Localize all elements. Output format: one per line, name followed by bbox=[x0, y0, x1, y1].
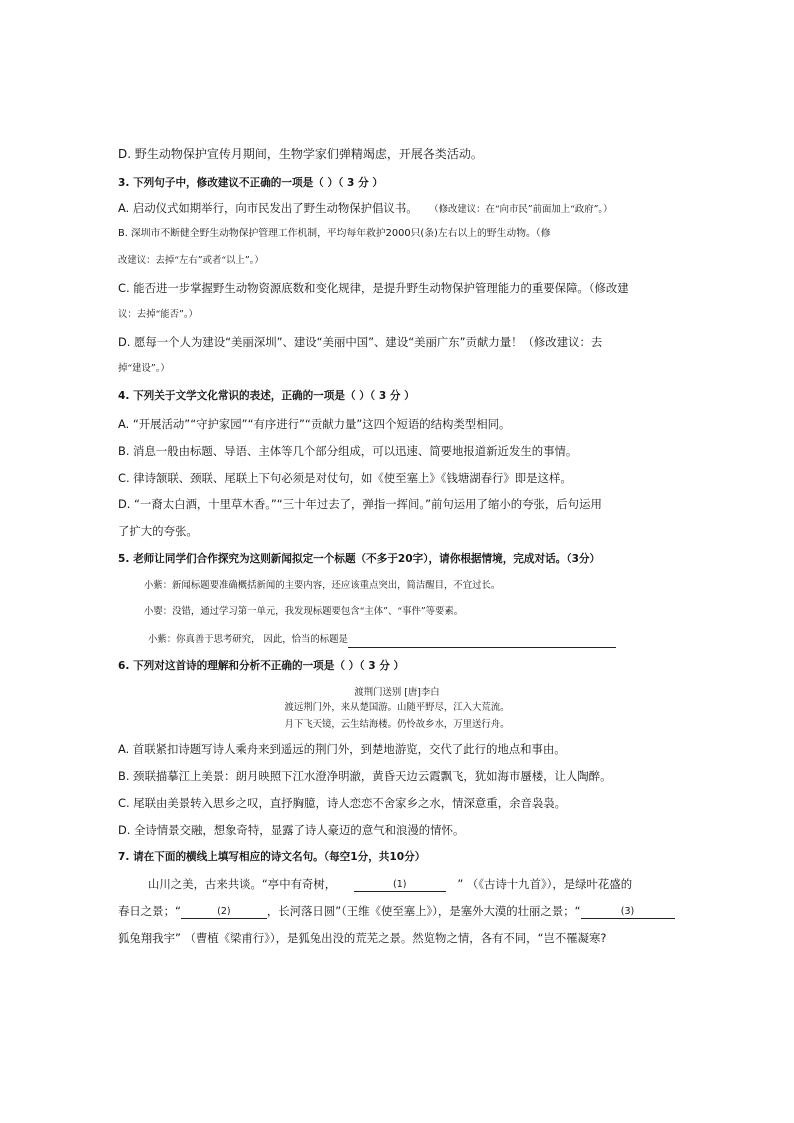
q7-line-3: 狐兔翔我宇” （曹植《梁甫行》），是狐兔出没的荒芜之景。然览物之情，各有不同，“岂不罹凝寒? bbox=[118, 931, 607, 945]
q4-option-d-cont: 了扩大的夸张。 bbox=[118, 524, 198, 538]
q4-option-c: C. 律诗颔联、颈联、尾联上下句必须是对仗句，如《使至塞上》《钱塘湖春行》即是这样。 bbox=[118, 471, 572, 485]
poem-line-2: 月下飞天镜，云生结海楼。仍怜故乡水，万里送行舟。 bbox=[284, 719, 510, 730]
q6-option-a: A. 首联紧扣诗题写诗人乘舟来到遥远的荆门外，到楚地游览，交代了此行的地点和事由。 bbox=[118, 742, 566, 756]
q6-option-c: C. 尾联由美景转入思乡之叹，直抒胸臆，诗人恋恋不舍家乡之水，情深意重，余音袅袅。 bbox=[118, 796, 567, 810]
poem-title: 渡荆门送别 [唐]李白 bbox=[354, 687, 440, 698]
q4-option-b: B. 消息一般由标题、导语、主体等几个部分组成，可以迅速、简要地报道新近发生的事情。 bbox=[118, 444, 578, 458]
q5-dialogue-2: 小婴：没错，通过学习第一单元，我发现标题要包含“主体”、“事件”等要素。 bbox=[144, 606, 464, 617]
q3-option-a-note: （修改建议：在“向市民”前面加上“政府”。） bbox=[429, 204, 613, 215]
q4-option-a: A. “开展活动”“守护家园”“有序进行”“贡献力量”这四个短语的结构类型相同。 bbox=[118, 417, 511, 431]
q3-option-a-text: A. 启动仪式如期举行，向市民发出了野生动物保护倡议书。 bbox=[118, 201, 418, 215]
q7-line-1-text: 山川之美，古来共谈。“亭中有奇树， bbox=[148, 877, 337, 891]
q4-stem: 4. 下列关于文学文化常识的表述，正确的一项是（ ）（ 3 分 ） bbox=[118, 390, 415, 402]
q3-option-b-note: 改建议：去掉“左右”或者“以上”。） bbox=[118, 255, 264, 266]
q5-answer-blank[interactable] bbox=[348, 634, 616, 648]
q7-line-1-source: ” （《古诗十九首》），是绿叶花盛的 bbox=[457, 877, 633, 891]
q6-option-b: B. 颈联描摹江上美景：朗月映照下江水澄净明澈，黄昏天边云霞飘飞，犹如海市蜃楼，让人陶醉。 bbox=[118, 769, 612, 783]
q2-option-d: D. 野生动物保护宣传月期间，生物学家们弹精竭虑，开展各类活动。 bbox=[118, 147, 483, 161]
q3-option-b: B. 深圳市不断健全野生动物保护管理工作机制，平均每年救护2000只(条)左右以上的野生动物。（修 bbox=[118, 228, 551, 239]
q5-stem: 5. 老师让同学们合作探究为这则新闻拟定一个标题（不多于20字），请你根据情境，完成对话。（3分） bbox=[118, 553, 601, 565]
q6-stem: 6. 下列对这首诗的理解和分析不正确的一项是（ ）（ 3 分 ） bbox=[118, 660, 405, 672]
q5-dialogue-3-text: 小紫：你真善于思考研究， 因此，恰当的标题是 bbox=[148, 634, 348, 645]
q7-blank-2[interactable]: (2) bbox=[181, 905, 267, 919]
q7-blank-3[interactable]: (3) bbox=[581, 905, 675, 919]
q5-dialogue-3 bbox=[148, 632, 616, 648]
q5-dialogue-1: 小紫：新闻标题要准确概括新闻的主要内容，还应该重点突出，简洁醒目，不宜过长。 bbox=[144, 580, 501, 591]
q6-option-d: D. 全诗情景交融，想象奇特，显露了诗人豪迈的意气和浪漫的情怀。 bbox=[118, 823, 465, 837]
q7-blank-1[interactable]: (1) bbox=[354, 878, 446, 892]
q7-line-1 bbox=[148, 876, 632, 892]
q7-line-2-text-b: ，长河落日圆”（王维《使至塞上》），是塞外大漠的壮丽之景；“ bbox=[266, 904, 581, 918]
q3-option-d-note: 掉“建设”。） bbox=[118, 363, 170, 374]
q4-option-d: D. “一裔太白酒，十里草木香。”“三十年过去了，弹指一挥间。”前句运用了缩小的夸张，后句运用 bbox=[118, 497, 602, 511]
q3-option-c-note: 议：去掉“能否”。） bbox=[118, 309, 198, 320]
q7-stem: 7. 请在下面的横线上填写相应的诗文名句。（每空1分，共10分） bbox=[118, 851, 426, 863]
q3-option-d: D. 愿每一个人为建设“美丽深圳”、建设“美丽中国”、建设“美丽广东”贡献力量！（修改建议：去 bbox=[118, 335, 603, 349]
q3-option-a bbox=[118, 200, 612, 218]
q7-line-2 bbox=[118, 903, 675, 919]
poem-line-1: 渡远荆门外，来从楚国游。山随平野尽，江入大荒流。 bbox=[284, 702, 510, 713]
q3-stem: 3. 下列句子中，修改建议不正确的一项是（ ）（ 3 分 ） bbox=[118, 177, 383, 189]
q3-option-c: C. 能否进一步掌握野生动物资源底数和变化规律，是提升野生动物保护管理能力的重要保障。（修改建 bbox=[118, 281, 629, 295]
q7-line-2-text-a: 春日之景；“ bbox=[118, 904, 181, 918]
